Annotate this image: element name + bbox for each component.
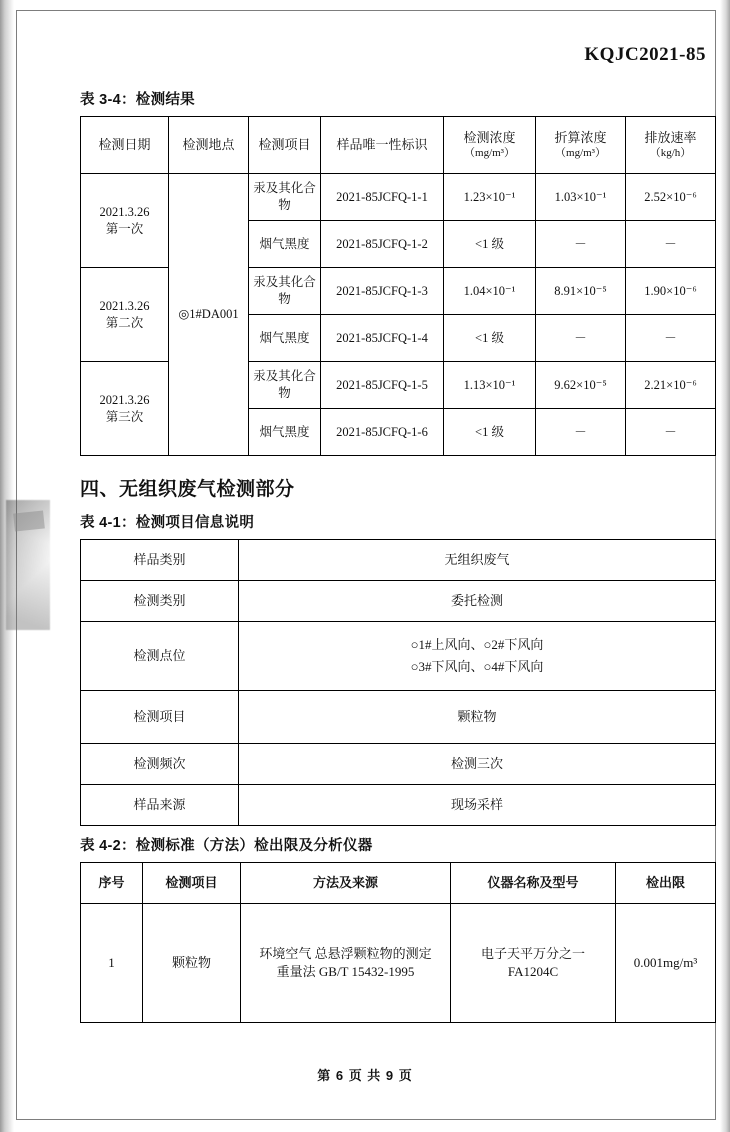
sequence-value-3: 第三次 — [105, 409, 144, 424]
cell-rate-1-2: － — [626, 221, 716, 268]
page-footer: 第 6 页 共 9 页 — [317, 1068, 413, 1083]
table-4-1 — [80, 539, 716, 826]
cell-location: ◎1#DA001 — [169, 174, 249, 456]
table-4-2-caption: 表 4-2：检测标准（方法）检出限及分析仪器 — [80, 838, 373, 854]
table-row — [81, 744, 716, 785]
cell-conc-3-1: 1.13×10⁻¹ — [444, 362, 536, 409]
cell-label-test-item: 检测项目 — [81, 691, 239, 744]
th-rate-unit: （kg/h） — [649, 147, 692, 160]
cell-conc-1-2: <1 级 — [444, 221, 536, 268]
cell-sample-3-1: 2021-85JCFQ-1-5 — [321, 362, 444, 409]
cell-rate-2-1: 1.90×10⁻⁶ — [626, 268, 716, 315]
th-detection-limit: 检出限 — [616, 863, 716, 904]
cell-value-test-points — [239, 622, 716, 691]
table-row — [81, 785, 716, 826]
test-points-line-2: ○3#下风向、○4#下风向 — [410, 659, 544, 674]
sequence-value-1: 第一次 — [105, 221, 144, 236]
th-location: 检测地点 — [169, 117, 249, 174]
table-row — [81, 904, 716, 1023]
cell-sample-3-2: 2021-85JCFQ-1-6 — [321, 409, 444, 456]
cell-rate-2-2: － — [626, 315, 716, 362]
cell-sample-2-1: 2021-85JCFQ-1-3 — [321, 268, 444, 315]
instrument-line-2: FA1204C — [507, 964, 559, 979]
cell-label-sample-source: 样品来源 — [81, 785, 239, 826]
date-value-1: 2021.3.26 — [99, 204, 150, 219]
cell-item-1-1: 汞及其化合物 — [249, 174, 321, 221]
cell-conv-1-1: 1.03×10⁻¹ — [536, 174, 626, 221]
th-date: 检测日期 — [81, 117, 169, 174]
th-concentration-label: 检测浓度 — [463, 129, 516, 145]
cell-date-1 — [81, 174, 169, 268]
sequence-value-2: 第二次 — [105, 315, 144, 330]
cell-label-sample-type: 样品类别 — [81, 540, 239, 581]
cell-date-3 — [81, 362, 169, 456]
cell-item-1-2: 烟气黑度 — [249, 221, 321, 268]
table-3-4 — [80, 116, 716, 456]
table-row — [81, 581, 716, 622]
cell-item-2-1: 汞及其化合物 — [249, 268, 321, 315]
cell-item-2-2: 烟气黑度 — [249, 315, 321, 362]
instrument-line-1: 电子天平万分之一 — [480, 946, 585, 962]
test-points-line-1: ○1#上风向、○2#下风向 — [410, 636, 544, 652]
th-sample-id: 样品唯一性标识 — [321, 117, 444, 174]
table-3-4-caption: 表 3-4：检测结果 — [80, 92, 195, 108]
cell-conv-2-1: 8.91×10⁻⁵ — [536, 268, 626, 315]
table-row — [81, 540, 716, 581]
cell-detection-limit-1: 0.001mg/m³ — [616, 904, 716, 1023]
scan-smudge — [6, 500, 50, 630]
th-no: 序号 — [81, 863, 143, 904]
cell-label-test-points: 检测点位 — [81, 622, 239, 691]
cell-rate-3-2: － — [626, 409, 716, 456]
cell-value-test-type: 委托检测 — [239, 581, 716, 622]
section-4-title: 四、无组织废气检测部分 — [80, 479, 295, 500]
cell-date-2 — [81, 268, 169, 362]
cell-method-1 — [241, 904, 451, 1023]
cell-item-1: 颗粒物 — [143, 904, 241, 1023]
cell-instrument-1 — [451, 904, 616, 1023]
th-concentration-unit: （mg/m³） — [464, 147, 515, 160]
cell-rate-1-1: 2.52×10⁻⁶ — [626, 174, 716, 221]
cell-value-frequency: 检测三次 — [239, 744, 716, 785]
th-rate — [626, 117, 716, 174]
cell-conc-1-1: 1.23×10⁻¹ — [444, 174, 536, 221]
cell-value-sample-type: 无组织废气 — [239, 540, 716, 581]
method-line-2: 重量法 GB/T 15432-1995 — [276, 964, 415, 979]
cell-conc-2-2: <1 级 — [444, 315, 536, 362]
table-row — [81, 174, 716, 221]
document-code: KQJC2021-85 — [584, 44, 706, 65]
table-4-2 — [80, 862, 716, 1023]
th-concentration — [444, 117, 536, 174]
scan-smudge-secondary — [13, 510, 45, 531]
cell-rate-3-1: 2.21×10⁻⁶ — [626, 362, 716, 409]
cell-item-3-1: 汞及其化合物 — [249, 362, 321, 409]
cell-conv-3-2: － — [536, 409, 626, 456]
th-instrument: 仪器名称及型号 — [451, 863, 616, 904]
cell-sample-1-2: 2021-85JCFQ-1-2 — [321, 221, 444, 268]
cell-conv-2-2: － — [536, 315, 626, 362]
cell-label-frequency: 检测频次 — [81, 744, 239, 785]
th-converted-unit: （mg/m³） — [555, 147, 606, 160]
cell-conv-1-2: － — [536, 221, 626, 268]
th-converted-label: 折算浓度 — [554, 129, 607, 145]
cell-no-1: 1 — [81, 904, 143, 1023]
cell-item-3-2: 烟气黑度 — [249, 409, 321, 456]
cell-conc-3-2: <1 级 — [444, 409, 536, 456]
table-row — [81, 622, 716, 691]
cell-value-sample-source: 现场采样 — [239, 785, 716, 826]
th-test-item: 检测项目 — [143, 863, 241, 904]
table-3-4-header-row — [81, 117, 716, 174]
cell-value-test-item: 颗粒物 — [239, 691, 716, 744]
cell-conc-2-1: 1.04×10⁻¹ — [444, 268, 536, 315]
method-line-1: 环境空气 总悬浮颗粒物的测定 — [259, 946, 432, 962]
cell-sample-1-1: 2021-85JCFQ-1-1 — [321, 174, 444, 221]
th-rate-label: 排放速率 — [644, 129, 697, 145]
cell-label-test-type: 检测类别 — [81, 581, 239, 622]
table-4-1-caption: 表 4-1：检测项目信息说明 — [80, 515, 255, 531]
cell-conv-3-1: 9.62×10⁻⁵ — [536, 362, 626, 409]
date-value-2: 2021.3.26 — [99, 298, 150, 313]
date-value-3: 2021.3.26 — [99, 392, 150, 407]
table-4-2-header-row — [81, 863, 716, 904]
th-method: 方法及来源 — [241, 863, 451, 904]
cell-sample-2-2: 2021-85JCFQ-1-4 — [321, 315, 444, 362]
table-row — [81, 691, 716, 744]
document-content — [80, 88, 698, 1023]
th-item: 检测项目 — [249, 117, 321, 174]
th-converted — [536, 117, 626, 174]
